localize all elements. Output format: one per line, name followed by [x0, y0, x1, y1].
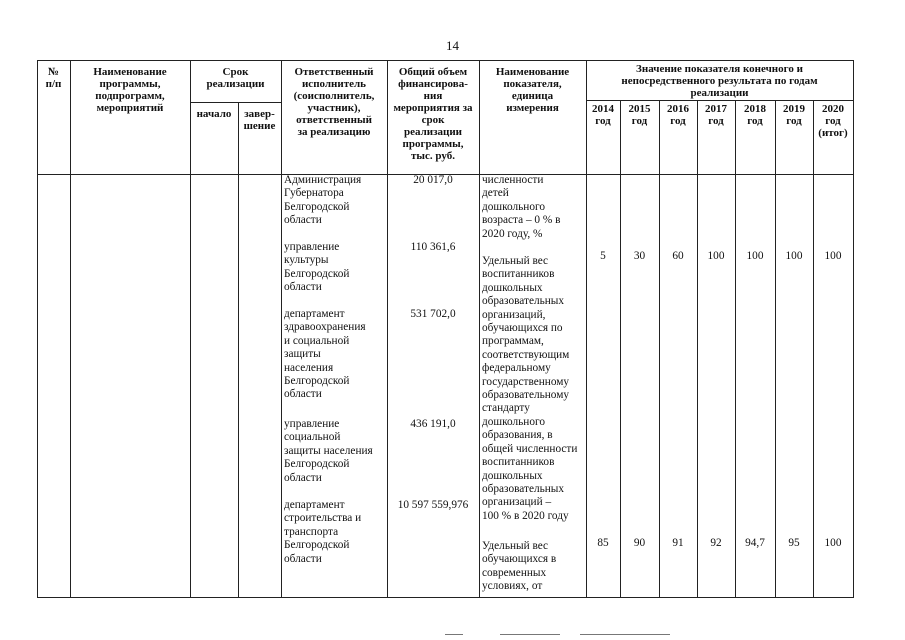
header-year-2018: 2018 год: [744, 103, 766, 127]
indicator-value: 100: [746, 250, 764, 262]
indicator-value: 30: [633, 250, 646, 262]
indicator-value: 5: [600, 250, 606, 262]
indicator-value: 60: [672, 250, 684, 262]
executor-amount-4: 436 191,0: [410, 418, 456, 430]
indicator-value: 85: [597, 537, 609, 549]
col-line-4: [281, 60, 282, 598]
indicator-value: 91: [672, 537, 684, 549]
executor-name-5: департамент строительства и транспорта Белгородской области: [284, 499, 362, 565]
col-line-9: [659, 100, 660, 598]
program-table: [37, 60, 853, 598]
executor-amount-1: 20 017,0: [413, 174, 453, 186]
header-name: Наименование программы, подпрограмм, мероприятий: [93, 66, 167, 114]
header-year-2015: 2015 год: [628, 103, 651, 127]
header-year-2014: 2014 год: [592, 103, 614, 127]
executor-name-3: департамент здравоохранения и социальной защиты населения Белгородской области: [284, 308, 366, 401]
col-line-13: [813, 100, 814, 598]
indicator-value: 90: [633, 537, 646, 549]
col-line-0: [37, 60, 38, 598]
header-financing: Общий объем финансирова- ния мероприятия за срок реализации программы, тыс. руб.: [393, 66, 473, 162]
executor-name-4: управление социальной защиты населения Белгородской области: [284, 418, 373, 484]
scan-mark: [445, 634, 463, 635]
table-top-border: [37, 60, 853, 61]
executor-amount-3: 531 702,0: [410, 308, 456, 320]
table-bottom-border: [37, 597, 853, 598]
executor-amount-2: 110 361,6: [410, 241, 456, 253]
col-line-2: [190, 60, 191, 598]
indicator-text-2: Удельный вес воспитанников дошкольных образовательных организаций, обучающихся по программам, соответствующим федеральному государственному образовательному стандарту дошкольного образования, в общей численности воспитанников дошкольных образовательных организаций – 100 % в 2020 году: [482, 255, 578, 522]
col-line-3: [238, 102, 239, 598]
indicator-value: 100: [824, 250, 842, 262]
col-line-1: [70, 60, 71, 598]
scan-mark: [580, 634, 670, 635]
col-line-12: [775, 100, 776, 598]
indicator-value: 92: [710, 537, 722, 549]
header-indicator: Наименование показателя, единица измерения: [495, 66, 570, 114]
header-year-2017: 2017 год: [705, 103, 727, 127]
col-line-8: [620, 100, 621, 598]
header-term: Срок реализации: [206, 66, 265, 90]
header-no: № п/п: [45, 66, 62, 90]
term-subheader-line: [190, 102, 281, 103]
header-year-2016: 2016 год: [667, 103, 689, 127]
scan-mark: [500, 634, 560, 635]
indicator-value: 100: [785, 250, 803, 262]
header-year-2020: 2020 год (итог): [818, 103, 848, 139]
indicator-text-3: Удельный вес обучающихся в современных условиях, от: [482, 540, 557, 593]
indicator-value: 100: [824, 537, 842, 549]
indicator-value: 95: [788, 537, 800, 549]
col-line-10: [697, 100, 698, 598]
executor-amount-5: 10 597 559,976: [397, 499, 469, 511]
header-end: завер- шение: [243, 108, 276, 132]
col-line-14: [853, 60, 854, 598]
header-year-2019: 2019 год: [783, 103, 805, 127]
indicator-text-1: численности детей дошкольного возраста – 0 % в 2020 году, %: [482, 174, 561, 240]
col-line-11: [735, 100, 736, 598]
header-start: начало: [196, 108, 232, 120]
executor-name-2: управление культуры Белгородской области: [284, 241, 350, 294]
col-line-6: [479, 60, 480, 598]
indicator-value: 94,7: [745, 537, 765, 549]
executor-name-1: Администрация Губернатора Белгородской области: [284, 174, 362, 227]
header-responsible: Ответственный исполнитель (соисполнитель, участник), ответственный за реализацию: [293, 66, 375, 138]
header-values: Значение показателя конечного и непосредственного результата по годам реализации: [621, 63, 818, 99]
indicator-value: 100: [707, 250, 725, 262]
page-number: 14: [446, 38, 459, 53]
